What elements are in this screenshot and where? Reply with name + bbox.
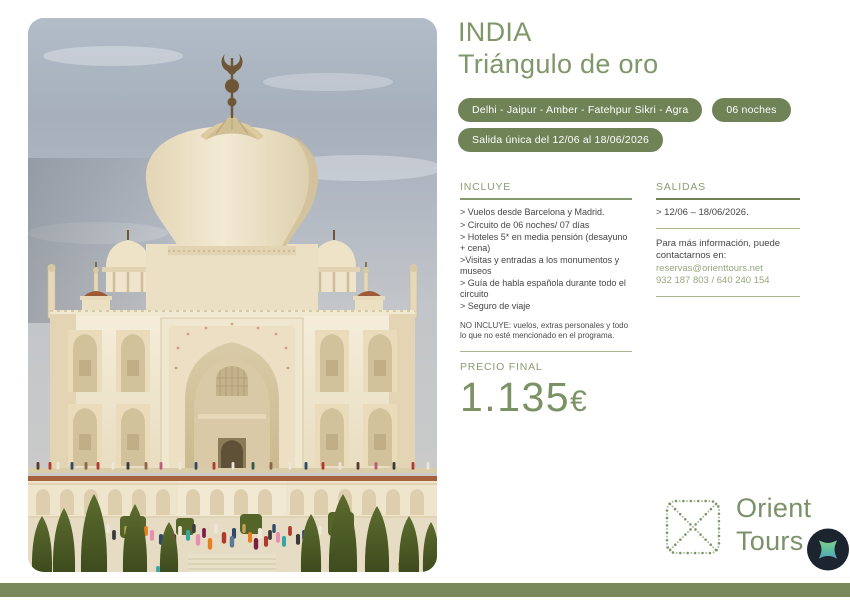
- departure-date: > 12/06 – 18/06/2026.: [656, 207, 749, 218]
- incluye-underline: [460, 198, 632, 200]
- no-incluye-note: NO INCLUYE: vuelos, extras personales y todo lo que no esté mencionado en el programa.: [460, 320, 629, 340]
- taj-mahal-illustration: [28, 18, 437, 572]
- orient-tours-wordmark: [736, 492, 811, 562]
- incluye-item: > Vuelos desde Barcelona y Madrid.: [460, 207, 605, 217]
- incluye-item: >Visitas y entradas a los monumentos y museos: [460, 255, 620, 276]
- incluye-item: > Seguro de viaje: [460, 301, 531, 311]
- route-pill: Delhi - Jaipur - Amber - Fatehpur Sikri - Agra: [458, 98, 702, 122]
- contact-email-link[interactable]: reservas@orienttours.net: [656, 263, 763, 274]
- incluye-item: > Circuito de 06 noches/ 07 días: [460, 219, 590, 230]
- final-price: [460, 373, 632, 420]
- salidas-underline: [656, 198, 800, 200]
- price-currency: €: [570, 384, 587, 418]
- departure-pill: Salida única del 12/06 al 18/06/2026: [458, 128, 663, 152]
- incluye-heading: INCLUYE: [460, 181, 512, 193]
- logo-line-orient: Orient: [736, 493, 812, 523]
- logo-line-tours: Tours: [736, 526, 804, 556]
- price-label: PRECIO FINAL: [460, 360, 543, 373]
- contact-phones-link[interactable]: 932 187 803 / 640 240 154: [656, 274, 770, 286]
- incluye-item: > Guía de habla española durante todo el circuito: [460, 278, 626, 299]
- star-badge-button[interactable]: [806, 527, 850, 572]
- title-country: INDIA: [458, 17, 532, 47]
- taj-mahal-photo: [28, 18, 437, 572]
- incluye-item: > Hoteles 5* en media pensión (desayuno + cena): [460, 232, 628, 253]
- page-title: [458, 16, 658, 80]
- footer-accent-bar: [0, 583, 850, 597]
- price-amount: 1.135: [460, 373, 571, 420]
- tour-badges: [458, 98, 828, 158]
- salidas-section: [656, 181, 800, 306]
- title-tour-name: Triángulo de oro: [458, 49, 659, 79]
- orient-tours-logo: [660, 492, 811, 562]
- salidas-heading: SALIDAS: [656, 181, 706, 193]
- four-point-star-icon: [806, 527, 850, 572]
- incluye-list: [460, 207, 632, 312]
- nights-pill: 06 noches: [712, 98, 790, 122]
- contact-separator-top: [656, 228, 800, 229]
- contact-intro: Para más información, puede contactarnos en:: [656, 238, 781, 261]
- contact-separator-bottom: [656, 296, 800, 297]
- orient-tours-logomark-icon: [660, 492, 726, 562]
- incluye-section: [460, 181, 632, 418]
- price-separator: [460, 351, 632, 352]
